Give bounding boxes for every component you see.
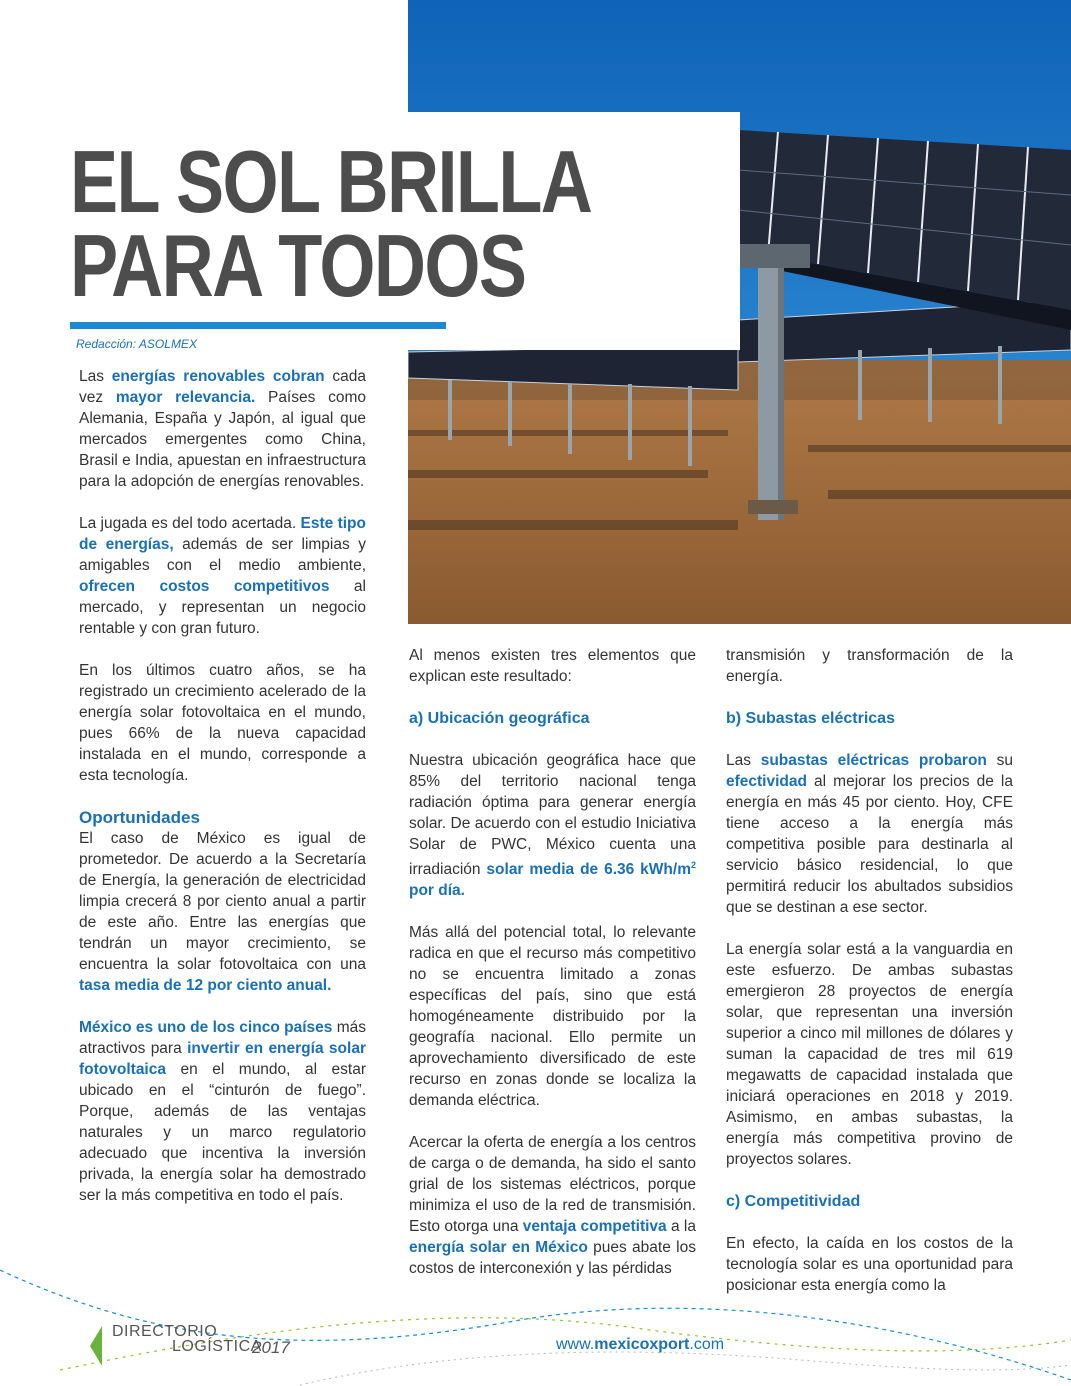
paragraph: Al menos existen tres elementos que explican este resultado:	[409, 647, 696, 685]
section-heading: a) Ubicación geográfica	[409, 710, 590, 727]
paragraph: El caso de México es igual de prometedor. De acuerdo a la Secretaría de Energía, la generación de electricidad limpia crecerá 8 por ciento anual a partir de este año. Entre las energías que tendrán un mayor crecimiento, se encuentra la solar fotovoltaica con una tasa media de 12 por ciento anual.	[79, 830, 366, 994]
website-link[interactable]: www.mexicoxport.com	[556, 1336, 725, 1353]
column-2	[409, 645, 696, 1279]
column-1	[79, 366, 366, 1206]
column-3	[726, 645, 1013, 1296]
section-heading: c) Competitividad	[726, 1193, 861, 1210]
byline: Redacción: ASOLMEX	[76, 337, 197, 351]
paragraph: Las subastas eléctricas probaron su efectividad al mejorar los precios de la energía en más 45 por ciento. Hoy, CFE tiene acceso a la energía más competitiva posible para destinarla al servicio básico residencial, lo que permitirá reducir los abultados subsidios que se destinan a ese sector.	[726, 752, 1013, 916]
paragraph: transmisión y transformación de la energía.	[726, 647, 1013, 685]
paragraph: Las energías renovables cobran cada vez mayor relevancia. Países como Alemania, España y Japón, al igual que mercados emergentes como China, Brasil e India, apuestan en infraestructura para la adopción de energías renovables.	[79, 368, 366, 490]
logo-year: 2017	[252, 1338, 290, 1357]
logo-line-1: DIRECTORIO	[112, 1323, 218, 1340]
paragraph: Nuestra ubicación geográfica hace que 85% del territorio nacional tenga radiación óptima para generar energía solar. De acuerdo con el estudio Iniciativa Solar de PWC, México cuenta una irradiación solar media de 6.36 kWh/$m^2$ por día.	[409, 752, 696, 900]
title-line-2: PARA TODOS	[70, 216, 526, 315]
paragraph: Más allá del potencial total, lo relevante radica en que el recurso más competitivo no se encuentra limitado a zonas específicas del país, sino que está homogéneamente distribuido por la geografía nacional. Ello permite un aprovechamiento diversificado de este recurso en zonas donde se localiza la demanda eléctrica.	[409, 924, 696, 1110]
paragraph: La energía solar está a la vanguardia en este esfuerzo. De ambas subastas emergieron 28 proyectos de energía solar, que representan una inversión superior a cinco mil millones de dólares y suman la capacidad de tres mil 619 megawatts de capacidad instalada que iniciará operaciones en 2018 y 2019. Asimismo, en ambas subastas, la energía más competitiva provino de proyectos solares.	[726, 941, 1013, 1168]
paragraph: México es uno de los cinco países más atractivos para invertir en energía solar fotovoltaica en el mundo, al estar ubicado en el “cinturón de fuego”. Porque, además de las ventajas naturales y un marco regulatorio adecuado que incentiva la inversión privada, la energía solar ha demostrado ser la más competitiva en todo el país.	[79, 1019, 366, 1204]
paragraph: En efecto, la caída en los costos de la tecnología solar es una oportunidad para posicionar esta energía como la	[726, 1235, 1013, 1294]
title-line-1: EL SOL BRILLA	[70, 132, 592, 231]
section-heading: b) Subastas eléctricas	[726, 710, 895, 727]
paragraph: La jugada es del todo acertada. Este tipo de energías, además de ser limpias y amigables con el medio ambiente, ofrecen costos competitivos al mercado, y representan un negocio rentable y con gran futuro.	[79, 515, 366, 637]
page-title	[70, 132, 592, 315]
paragraph: En los últimos cuatro años, se ha registrado un crecimiento acelerado de la energía solar fotovoltaica en el mundo, pues 66% de la nueva capacidad instalada en el mundo, corresponde a esta tecnología.	[79, 662, 366, 784]
paragraph: Acercar la oferta de energía a los centros de carga o de demanda, ha sido el santo grial de los sistemas eléctricos, porque minimiza el uso de la red de transmisión. Esto otorga una ventaja competitiva a la energía solar en México pues abate los costos de interconexión y las pérdidas	[409, 1134, 696, 1278]
title-underline	[70, 322, 446, 329]
logo-line-2: LOGÍSTICA	[172, 1338, 262, 1355]
section-heading: Oportunidades	[79, 808, 200, 827]
